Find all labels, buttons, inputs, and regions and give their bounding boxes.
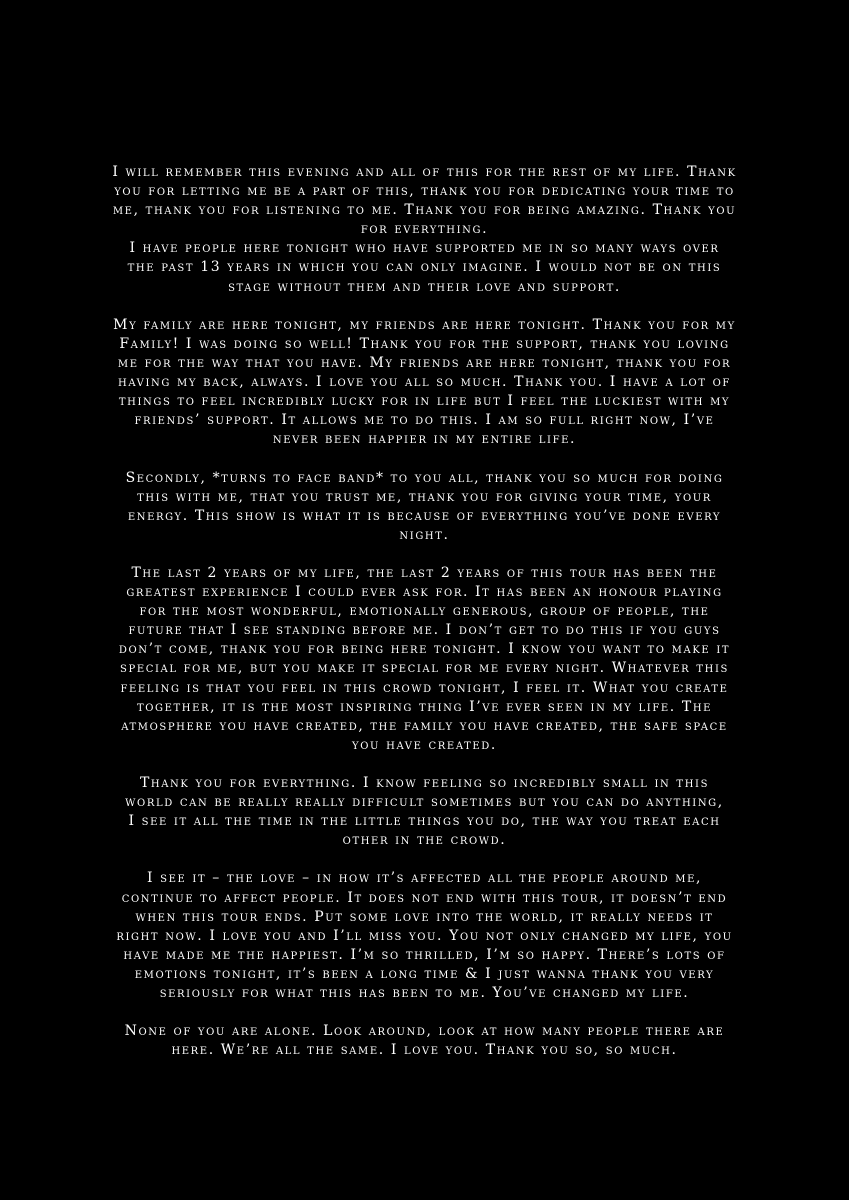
text-line: the past 13 years in which you can only imagine. I would not be on this: [127, 259, 722, 276]
text-line: I see it all the time in the little things you do, the way you treat each: [128, 813, 721, 830]
text-line: special for me, but you make it special for me every night. Whatever this: [120, 660, 729, 677]
text-line: night.: [399, 526, 450, 543]
paragraph-4: [52, 564, 797, 755]
text-line: future that I see standing before me. I don’t get to do this if you guys: [128, 622, 721, 639]
text-line: continue to affect people. It does not end with this tour, it doesn’t end: [121, 889, 728, 906]
letter-text: [52, 163, 797, 1080]
text-line: you for letting me be a part of this, thank you for dedicating your time to: [114, 183, 735, 200]
text-line: Thank you for everything. I know feeling so incredibly small in this: [139, 775, 710, 791]
text-line: I have people here tonight who have supported me in so many ways over: [129, 240, 720, 257]
text-line: right now. I love you and I’ll miss you. You not only changed my life, you: [116, 927, 733, 944]
text-line: Family! I was doing so well! Thank you for the support, thank you loving: [119, 335, 730, 352]
text-line: energy. This show is what it is because of everything you’ve done every: [127, 507, 722, 524]
text-line: never been happier in my entire life.: [272, 431, 577, 448]
text-line: I will remember this evening and all of this for the rest of my life. Thank: [112, 164, 737, 180]
text-line: atmosphere you have created, the family you have created, the safe space: [121, 717, 728, 734]
text-line: when this tour ends. Put some love into the world, it really needs it: [135, 908, 714, 925]
text-line: for everything.: [360, 221, 489, 238]
paragraph-1: [52, 163, 797, 297]
text-line: seriously for what this has been to me. You’ve changed my life.: [159, 985, 690, 1002]
text-line: Secondly, *turns to face band* to you all, thank you so much for doing: [125, 469, 724, 486]
text-line: stage without them and their love and support.: [228, 278, 621, 295]
text-line: here. We’re all the same. I love you. Thank you so, so much.: [171, 1042, 678, 1059]
text-line: having my back, always. I love you all so much. Thank you. I have a lot of: [118, 374, 731, 391]
text-line: together, it is the most inspiring thing I’ve ever seen in my life. The: [136, 698, 713, 715]
text-line: things to feel incredibly lucky for in life but I feel the luckiest with my: [118, 393, 731, 410]
paragraph-2: [52, 316, 797, 450]
text-line: world can be really really difficult sometimes but you can do anything,: [125, 794, 724, 811]
text-line: I see it – the love – in how it’s affected all the people around me,: [146, 870, 703, 887]
text-line: this with me, that you trust me, thank you for giving your time, your: [137, 488, 712, 505]
text-line: have made me the happiest. I’m so thrilled, I’m so happy. There’s lots of: [123, 946, 726, 963]
text-line: emotions tonight, it’s been a long time & I just wanna thank you very: [134, 965, 715, 982]
text-line: My family are here tonight, my friends are here tonight. Thank you for my: [113, 316, 736, 333]
text-line: other in the crowd.: [342, 832, 507, 849]
paragraph-6: [52, 869, 797, 1003]
paragraph-7: [52, 1022, 797, 1060]
text-line: don’t come, thank you for being here tonight. I know you want to make it: [118, 641, 731, 658]
paragraph-3: [52, 469, 797, 545]
text-line: The last 2 years of my life, the last 2 years of this tour has been the: [131, 564, 718, 581]
text-line: None of you are alone. Look around, look at how many people there are: [124, 1023, 725, 1040]
text-line: greatest experience I could ever ask for. It has been an honour playing: [126, 584, 723, 601]
text-line: feeling is that you feel in this crowd tonight, I feel it. What you create: [120, 679, 729, 696]
text-line: me, thank you for listening to me. Thank you for being amazing. Thank you: [112, 202, 737, 219]
text-line: you have created.: [352, 736, 497, 753]
text-line: me for the way that you have. My friends are here tonight, thank you for: [117, 354, 732, 371]
paragraph-5: [52, 774, 797, 850]
text-line: friends’ support. It allows me to do this. I am so full right now, I’ve: [134, 412, 715, 429]
text-line: for the most wonderful, emotionally generous, group of people, the: [139, 603, 710, 620]
